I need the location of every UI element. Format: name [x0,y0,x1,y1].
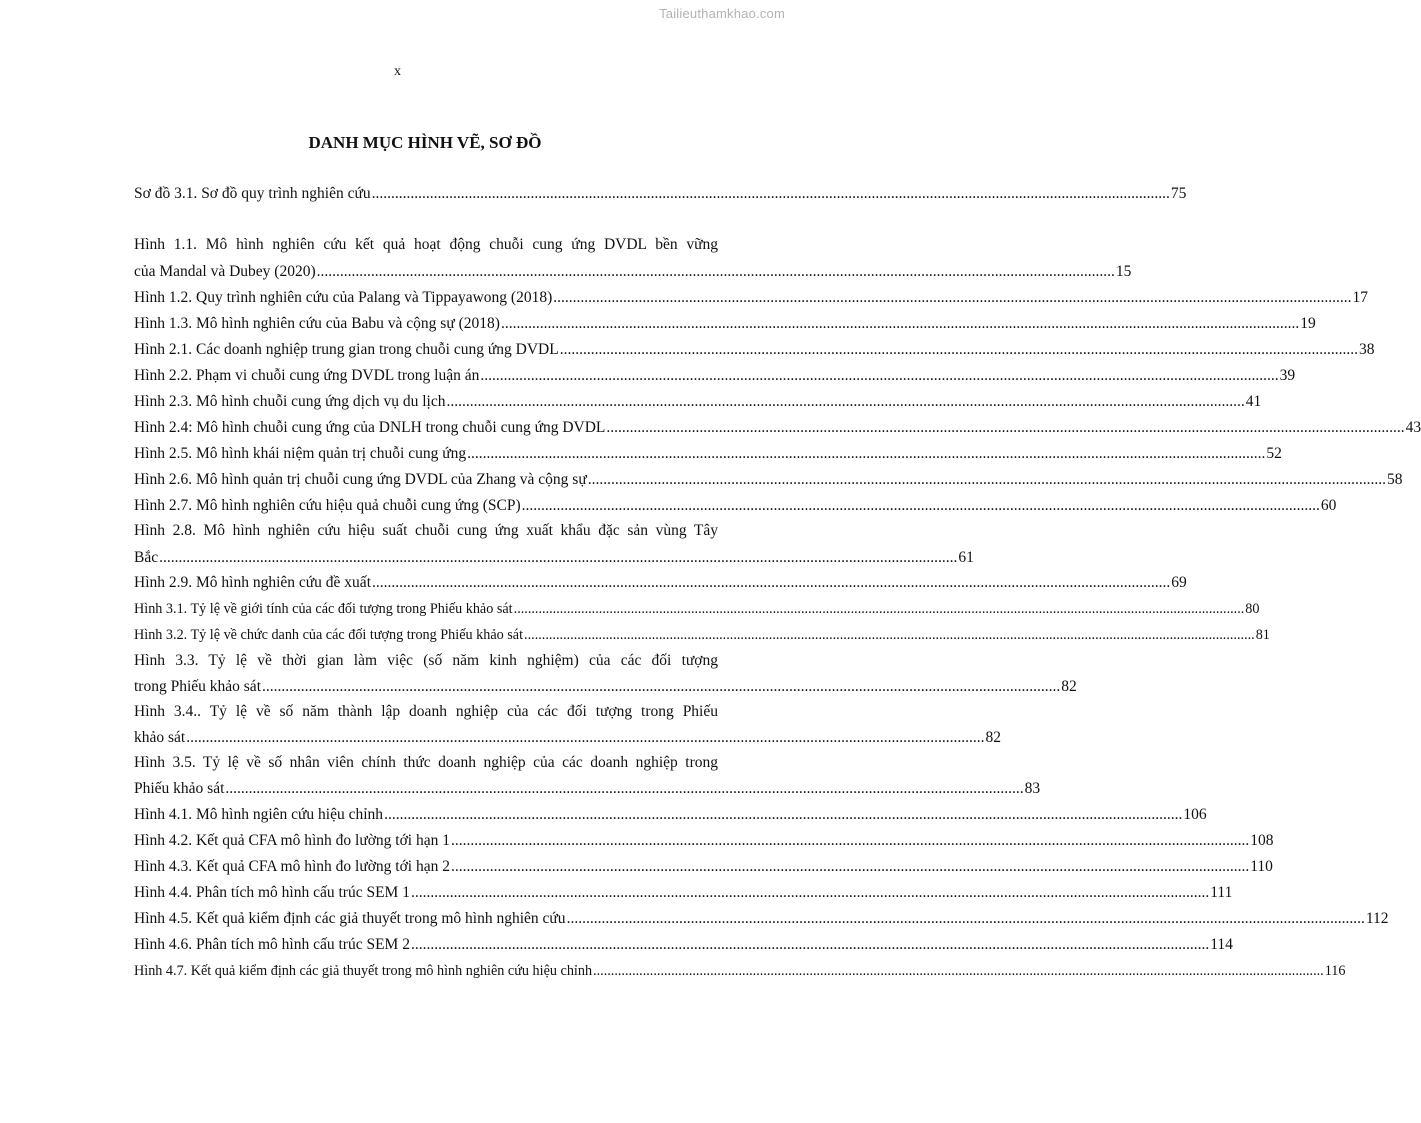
figure-entry-page: 38 [1358,341,1375,358]
figure-entry[interactable] [134,314,1316,334]
figure-entry-page: 17 [1352,289,1368,306]
dot-leader: .............................................................................................................................................................................................................. [524,627,1255,643]
figure-entry-title: Hình 1.2. Quy trình nghiên cứu của Palang và Tippayawong (2018) [134,289,553,306]
figure-entry-title: Phiếu khảo sát [134,780,225,797]
figure-entry[interactable] [134,366,1296,386]
figure-entry-title: Sơ đồ 3.1. Sơ đồ quy trình nghiên cứu [134,185,371,202]
figure-entry[interactable] [134,444,1282,464]
figure-entry[interactable] [134,235,718,255]
figure-entry[interactable] [134,702,718,722]
figure-entry-title: Hình 4.5. Kết quả kiểm định các giả thuyết trong mô hình nghiên cứu [134,910,566,927]
figure-entry[interactable] [134,288,1368,308]
figure-entry[interactable] [134,883,1233,903]
figure-entry-page: 81 [1255,627,1270,643]
figure-entry[interactable] [134,521,718,541]
figure-entry-title: của Mandal và Dubey (2020) [134,263,316,280]
figure-entry-page: 112 [1365,910,1389,927]
watermark: Tailieuthamkhao.com [659,6,785,21]
figure-entry-title: Hình 2.2. Phạm vi chuỗi cung ứng DVDL trong luận án [134,367,480,384]
figure-entry-page: 82 [1061,678,1077,695]
dot-leader: .............................................................................................................................................................................................................. [410,884,1210,901]
dot-leader: .............................................................................................................................................................................................................. [606,419,1405,436]
figure-entry-page: 82 [985,729,1001,746]
figure-entry-page: 52 [1266,445,1282,462]
figure-entry-title: Hình 1.3. Mô hình nghiên cứu của Babu và cộng sự (2018) [134,315,500,332]
dot-leader: .............................................................................................................................................................................................................. [587,471,1386,488]
figure-entry[interactable] [134,573,1187,593]
dot-leader: .............................................................................................................................................................................................................. [186,729,985,746]
dot-leader: .............................................................................................................................................................................................................. [262,678,1061,695]
figure-entry-page: 58 [1386,471,1403,488]
figure-entry[interactable] [134,677,1077,697]
figure-entry-page: 110 [1250,858,1273,875]
figure-entry-page: 60 [1320,497,1337,514]
dot-leader: .............................................................................................................................................................................................................. [521,497,1320,514]
figure-entry-title: trong Phiếu khảo sát [134,678,261,695]
figure-entry-page: 69 [1171,574,1187,591]
figure-entry[interactable] [134,935,1233,955]
figure-entry-title: Hình 4.4. Phân tích mô hình cấu trúc SEM 1 [134,884,410,901]
figure-entry-page: 106 [1183,806,1207,823]
figure-entry-title: Hình 3.1. Tỷ lệ về giới tính của các đối tượng trong Phiếu khảo sát [134,601,513,617]
figure-entry[interactable] [134,961,1346,981]
figure-entry[interactable] [134,753,718,773]
figure-entry-page: 108 [1250,832,1274,849]
figure-entry[interactable] [134,340,1375,360]
dot-leader: .............................................................................................................................................................................................................. [446,393,1245,410]
dot-leader: .............................................................................................................................................................................................................. [316,263,1115,280]
dot-leader: .............................................................................................................................................................................................................. [225,780,1024,797]
figure-entry[interactable] [134,184,1187,204]
figure-entry[interactable] [134,496,1337,516]
figure-entry[interactable] [134,779,1041,799]
figure-entry-title: Hình 2.3. Mô hình chuỗi cung ứng dịch vụ du lịch [134,393,446,410]
figure-entry[interactable] [134,392,1262,412]
figure-entry[interactable] [134,728,1001,748]
figure-entry-title: Hình 4.3. Kết quả CFA mô hình đo lường tới hạn 2 [134,858,450,875]
figure-entry[interactable] [134,470,1403,490]
figure-entry-page: 19 [1300,315,1316,332]
figure-entry-page: 83 [1024,780,1041,797]
figure-entry-page: 80 [1245,601,1260,617]
figure-entry-page: 111 [1210,884,1233,901]
figure-entry-page: 75 [1170,185,1187,202]
figure-entry-title: Hình 3.2. Tỷ lệ về chức danh của các đối tượng trong Phiếu khảo sát [134,627,524,643]
page-title: DANH MỤC HÌNH VẼ, SƠ ĐỒ [308,133,542,152]
figure-entry-page: 39 [1279,367,1296,384]
figure-entry-title: Hình 2.5. Mô hình khái niệm quản trị chuỗi cung ứng [134,445,467,462]
dot-leader: .............................................................................................................................................................................................................. [593,963,1324,979]
figure-entry-title: Hình 2.9. Mô hình nghiên cứu đề xuất [134,574,371,591]
figure-entry-page: 116 [1324,963,1346,979]
figure-entry-title: Hình 3.3. Tỷ lệ về thời gian làm việc (số năm kinh nghiệm) của các đối tượng [134,652,718,669]
figure-entry[interactable] [134,909,1389,929]
figure-entry[interactable] [134,857,1273,877]
figure-entry-title: khảo sát [134,729,186,746]
figure-entry-title: Hình 1.1. Mô hình nghiên cứu kết quả hoạt động chuỗi cung ứng DVDL bền vững [134,236,718,253]
figure-entry-title: Hình 2.7. Mô hình nghiên cứu hiệu quả chuỗi cung ứng (SCP) [134,497,521,514]
figure-entry-title: Hình 3.4.. Tỷ lệ về số năm thành lập doanh nghiệp của các đối tượng trong Phiếu [134,703,718,720]
figure-entry-title: Hình 2.4: Mô hình chuỗi cung ứng của DNLH trong chuỗi cung ứng DVDL [134,419,606,436]
figure-entry-title: Hình 4.1. Mô hình ngiên cứu hiệu chỉnh [134,806,384,823]
figure-entry-title: Hình 2.6. Mô hình quản trị chuỗi cung ứng DVDL của Zhang và cộng sự [134,471,587,488]
figure-entry[interactable] [134,548,974,568]
dot-leader: .............................................................................................................................................................................................................. [410,936,1210,953]
figure-entry-page: 114 [1210,936,1233,953]
figure-entry[interactable] [134,831,1274,851]
figure-entry-title: Hình 3.5. Tỷ lệ về số nhân viên chính thức doanh nghiệp của các doanh nghiệp trong [134,754,718,771]
figure-entry[interactable] [134,262,1132,282]
dot-leader: .............................................................................................................................................................................................................. [566,910,1365,927]
dot-leader: .............................................................................................................................................................................................................. [451,858,1250,875]
figure-entry[interactable] [134,625,1270,645]
dot-leader: .............................................................................................................................................................................................................. [480,367,1279,384]
figure-entry-title: Hình 4.2. Kết quả CFA mô hình đo lường tới hạn 1 [134,832,450,849]
figure-entry-page: 43 [1405,419,1421,436]
dot-leader: .............................................................................................................................................................................................................. [372,574,1171,591]
figure-entry-title: Bắc [134,549,159,566]
figure-entry-title: Hình 2.8. Mô hình nghiên cứu hiệu suất chuỗi cung ứng xuất khẩu đặc sản vùng Tây [134,522,718,539]
figure-entry-page: 15 [1115,263,1132,280]
dot-leader: .............................................................................................................................................................................................................. [371,185,1170,202]
dot-leader: .............................................................................................................................................................................................................. [384,806,1183,823]
dot-leader: .............................................................................................................................................................................................................. [553,289,1352,306]
figure-entry-page: 41 [1245,393,1262,410]
figure-entry-page: 61 [958,549,974,566]
dot-leader: .............................................................................................................................................................................................................. [467,445,1266,462]
figure-entry[interactable] [134,805,1207,825]
dot-leader: .............................................................................................................................................................................................................. [159,549,958,566]
dot-leader: .............................................................................................................................................................................................................. [451,832,1250,849]
figure-entry-title: Hình 4.6. Phân tích mô hình cấu trúc SEM 2 [134,936,410,953]
dot-leader: .............................................................................................................................................................................................................. [513,601,1245,617]
figure-entry[interactable] [134,599,1260,619]
dot-leader: .............................................................................................................................................................................................................. [500,315,1300,332]
figure-entry-title: Hình 4.7. Kết quả kiểm định các giả thuyết trong mô hình nghiên cứu hiệu chỉnh [134,963,593,979]
page-number: x [394,64,401,79]
figure-entry[interactable] [134,651,718,671]
figure-entry-title: Hình 2.1. Các doanh nghiệp trung gian trong chuỗi cung ứng DVDL [134,341,559,358]
dot-leader: .............................................................................................................................................................................................................. [559,341,1358,358]
figure-entry[interactable] [134,418,1421,438]
